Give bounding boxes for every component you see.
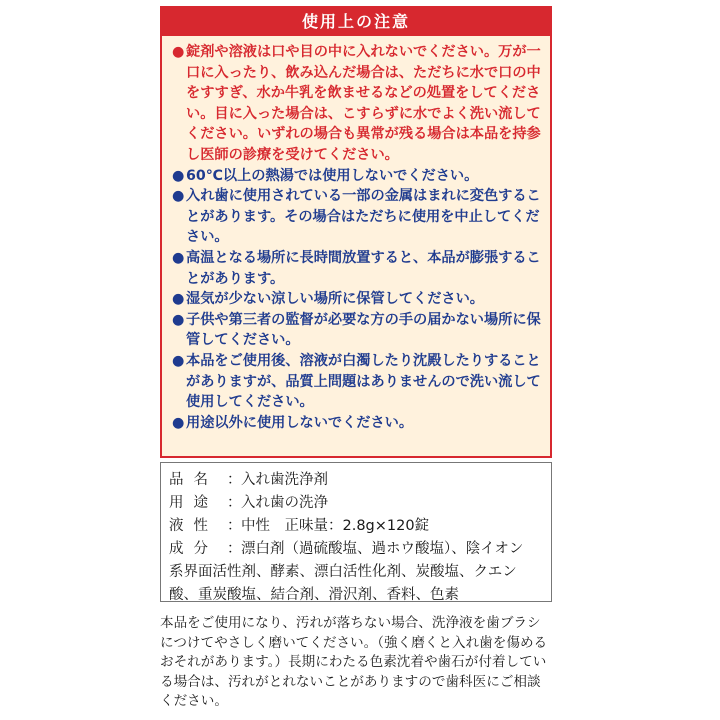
ingredients-continuation: 系界面活性剤、酵素、漂白活性化剤、炭酸塩、クエン酸、重炭酸塩、結合剤、滑沢剤、香料、色素: [169, 564, 517, 603]
spec-label: 成分: [169, 541, 218, 557]
spec-separator: ：: [227, 472, 242, 488]
caution-item-text: 本品をご使用後、溶液が白濁したり沈殿したりすることがありますが、品質上問題はありませんので洗い流して使用してください。: [186, 352, 541, 411]
bullet-icon: ●: [172, 167, 185, 184]
spec-row: [169, 492, 543, 515]
caution-item-text: 用途以外に使用しないでください。: [186, 414, 414, 431]
spec-separator: ：: [227, 541, 242, 557]
caution-item-text: 子供や第三者の監督が必要な方の手の届かない場所に保管してください。: [186, 311, 541, 349]
bullet-icon: ●: [172, 188, 185, 205]
caution-item-text: 高温となる場所に長時間放置すると、本品が膨張することがあります。: [186, 249, 541, 287]
caution-title: 使用上の注意: [162, 8, 550, 36]
caution-item: [172, 310, 542, 351]
spec-separator: ：: [227, 495, 242, 511]
caution-item: [172, 289, 542, 310]
caution-list: [162, 36, 550, 433]
spec-label: 液性: [169, 518, 218, 534]
caution-item-text: 入れ歯に使用されている一部の金属はまれに変色することがあります。その場合はただちに使用を中止してください。: [186, 188, 541, 246]
usage-note: 本品をご使用になり、汚れが落ちない場合、洗浄液を歯ブラシにつけてやさしく磨いてください。（強く磨くと入れ歯を傷めるおそれがあります。）長期にわたる色素沈着や歯石が付着している場合は、汚れがとれないことがありますので歯科医にご相談ください。: [160, 615, 548, 709]
caution-item-text: 錠剤や溶液は口や目の中に入れないでください。万が一口に入ったり、飲み込んだ場合は、ただちに水で口の中をすすぎ、水か牛乳を飲ませるなどの処置をしてください。目に入った場合は、こすらずに水でよく洗い流してください。いずれの場合も異常が残る場合は本品を持参し医師の診療を受けてください。: [186, 44, 541, 163]
caution-item: [172, 351, 542, 413]
spec-row: [169, 469, 543, 492]
caution-item: [172, 42, 542, 166]
product-spec-panel: [160, 462, 552, 602]
spec-value: 入れ歯の洗浄: [241, 495, 328, 511]
spec-value: 入れ歯洗浄剤: [241, 472, 328, 488]
spec-label: 用途: [169, 495, 218, 511]
spec-separator: ：: [227, 518, 242, 534]
caution-item: [172, 186, 542, 248]
caution-item-text: 60℃以上の熱湯では使用しないでください。: [186, 167, 479, 184]
caution-item: [172, 413, 542, 434]
bullet-icon: ●: [172, 249, 185, 266]
bullet-icon: ●: [172, 414, 185, 431]
bullet-icon: ●: [172, 352, 185, 369]
caution-item-text: 湿気が少ない涼しい場所に保管してください。: [186, 291, 484, 308]
spec-value: 中性 正味量：2.8g×120錠: [241, 518, 430, 534]
caution-item: [172, 248, 542, 289]
spec-row: [169, 538, 543, 561]
bullet-icon: ●: [172, 44, 185, 60]
bullet-icon: ●: [172, 311, 185, 328]
caution-panel: [160, 6, 552, 458]
spec-row: [169, 515, 543, 538]
caution-item: [172, 166, 542, 187]
spec-value: 漂白剤（過硫酸塩、過ホウ酸塩）、陰イオン: [241, 541, 524, 557]
spec-label: 品名: [169, 472, 218, 488]
bullet-icon: ●: [172, 291, 185, 308]
